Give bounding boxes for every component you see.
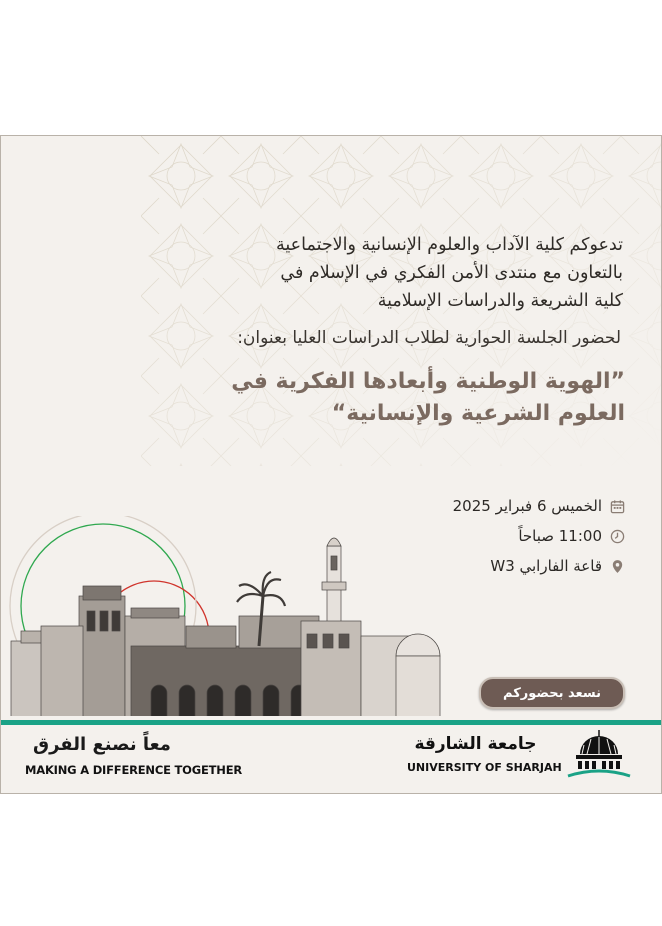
university-dome-logo-icon <box>566 728 632 782</box>
intro-line: بالتعاون مع منتدى الأمن الفكري في الإسلام في <box>280 263 623 283</box>
event-location: قاعة الفارابي W3 <box>490 557 602 575</box>
title-line: ”الهوية الوطنية وأبعادها الفكرية في <box>231 369 625 394</box>
lead-text: لحضور الجلسة الحوارية لطلاب الدراسات العليا بعنوان: <box>237 328 621 348</box>
event-time: 11:00 صباحاً <box>518 527 602 545</box>
title-line: العلوم الشرعية والإنسانية“ <box>331 401 625 426</box>
slogan-english: MAKING A DIFFERENCE TOGETHER <box>25 763 243 777</box>
university-name-english: UNIVERSITY OF SHARJAH <box>407 761 562 774</box>
university-name-arabic: جامعة الشارقة <box>414 734 537 754</box>
teal-divider <box>1 720 661 725</box>
intro-line: تدعوكم كلية الآداب والعلوم الإنسانية والاجتماعية <box>276 235 623 255</box>
session-title <box>65 366 625 430</box>
invitation-card <box>0 135 662 794</box>
event-date: الخميس 6 فبراير 2025 <box>452 497 602 515</box>
slogan-arabic: معاً نصنع الفرق <box>33 734 171 755</box>
rsvp-button[interactable]: نسعد بحضوركم <box>479 677 625 709</box>
intro-line: كلية الشريعة والدراسات الإسلامية <box>377 291 623 311</box>
calendar-icon <box>610 499 625 514</box>
intro-text <box>103 231 623 315</box>
